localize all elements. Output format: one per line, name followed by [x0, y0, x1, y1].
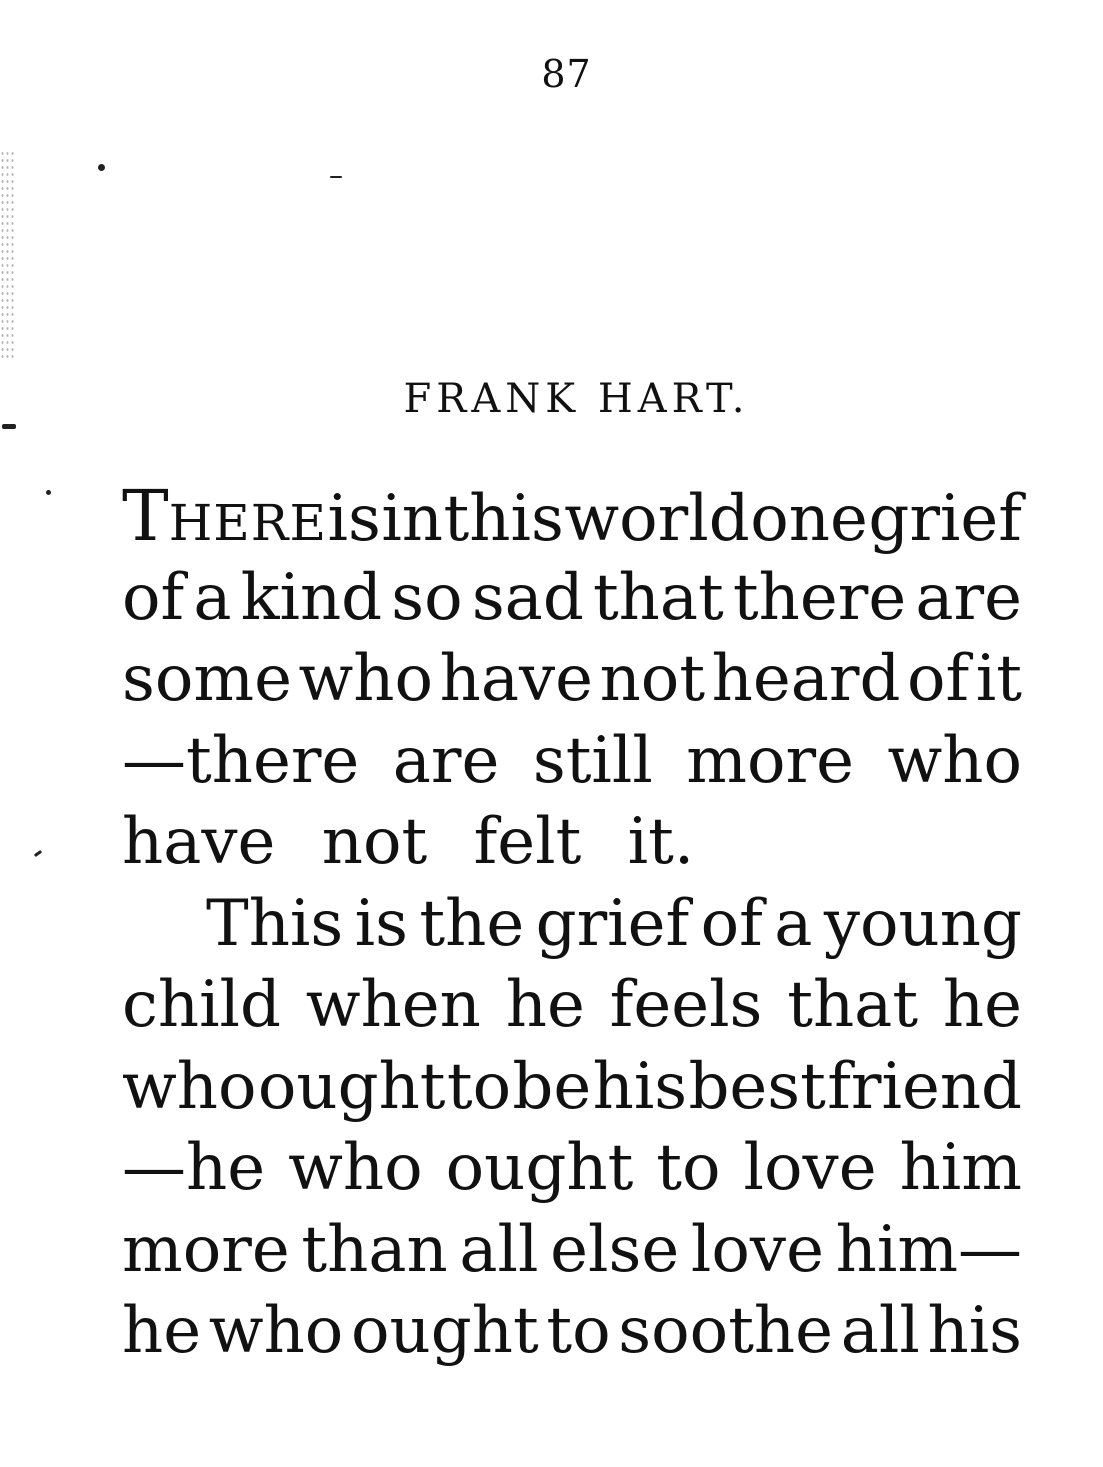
text-line — [122, 639, 1022, 721]
text-line — [122, 1291, 1022, 1373]
word: best — [688, 1049, 826, 1124]
word: friend — [827, 1049, 1022, 1124]
word: of — [906, 642, 970, 716]
word: still — [532, 723, 653, 798]
word: his — [592, 1049, 688, 1124]
word: are — [392, 723, 500, 798]
word: ought — [351, 1294, 539, 1368]
word: all — [459, 1212, 539, 1287]
word: so — [391, 560, 463, 635]
word: This — [206, 886, 344, 961]
word: when — [305, 968, 481, 1042]
word: child — [122, 968, 281, 1042]
word: love — [690, 1212, 824, 1287]
word: ought — [445, 1131, 634, 1205]
word: who — [122, 1049, 257, 1124]
word: kind — [240, 560, 383, 635]
scan-speck — [2, 424, 16, 429]
text-line-content: have not felt it. — [122, 805, 695, 879]
word: of — [122, 560, 185, 635]
scan-speck — [46, 490, 51, 495]
word: to — [656, 1131, 721, 1205]
word: in — [381, 482, 444, 556]
text-line — [122, 558, 1022, 640]
word: —there — [122, 723, 360, 798]
word: world — [564, 482, 750, 556]
opening-word — [122, 476, 327, 565]
word: he — [942, 968, 1022, 1042]
word: than — [301, 1212, 448, 1287]
small-caps: HERE — [168, 494, 327, 552]
drop-capital: T — [122, 475, 169, 557]
word: else — [550, 1212, 680, 1287]
word: soothe — [618, 1294, 833, 1368]
text-line — [122, 965, 1022, 1047]
word: a — [193, 560, 232, 635]
body-text — [122, 476, 1022, 1373]
word: —he — [122, 1131, 266, 1205]
word: who — [208, 1294, 344, 1368]
scan-speck — [34, 850, 42, 857]
word: have — [439, 642, 593, 716]
word: more — [686, 723, 854, 798]
word: feels — [609, 968, 763, 1042]
word: his — [927, 1294, 1022, 1368]
word: is — [327, 482, 381, 556]
word: are — [915, 560, 1022, 635]
text-line — [122, 884, 1022, 966]
word: not — [599, 642, 706, 716]
text-line — [122, 1128, 1022, 1210]
text-line — [122, 1047, 1022, 1129]
word: him— — [835, 1212, 1022, 1287]
word: the — [419, 886, 525, 961]
word: one — [750, 482, 868, 556]
word: sad — [471, 560, 584, 635]
word: that — [592, 560, 724, 635]
word: he — [505, 968, 585, 1042]
word: a — [774, 886, 813, 961]
word: who — [298, 642, 434, 716]
word: it — [975, 642, 1022, 716]
word: there — [732, 560, 907, 635]
page-number: 87 — [541, 52, 592, 96]
scan-speck — [330, 176, 342, 178]
scan-speck — [98, 164, 105, 171]
word: grief — [868, 482, 1022, 556]
word: him — [899, 1131, 1022, 1205]
word: to — [446, 1049, 512, 1124]
word: who — [288, 1131, 423, 1205]
word: ought — [257, 1049, 446, 1124]
word: is — [354, 886, 408, 961]
word: who — [887, 723, 1022, 798]
margin-scan-noise — [0, 150, 14, 360]
word: heard — [711, 642, 901, 716]
word: more — [122, 1212, 290, 1287]
text-line — [122, 721, 1022, 803]
word: that — [787, 968, 919, 1042]
word: be — [512, 1049, 592, 1124]
text-line — [122, 476, 1022, 558]
word: all — [840, 1294, 920, 1368]
word: this — [443, 482, 564, 556]
text-line — [122, 802, 1022, 884]
word: young — [823, 886, 1022, 961]
word: of — [700, 886, 763, 961]
chapter-title: FRANK HART. — [403, 376, 750, 422]
word: he — [122, 1294, 202, 1368]
word: love — [743, 1131, 877, 1205]
word: some — [122, 642, 292, 716]
word: to — [546, 1294, 611, 1368]
word: grief — [535, 886, 690, 961]
text-line — [122, 1210, 1022, 1292]
